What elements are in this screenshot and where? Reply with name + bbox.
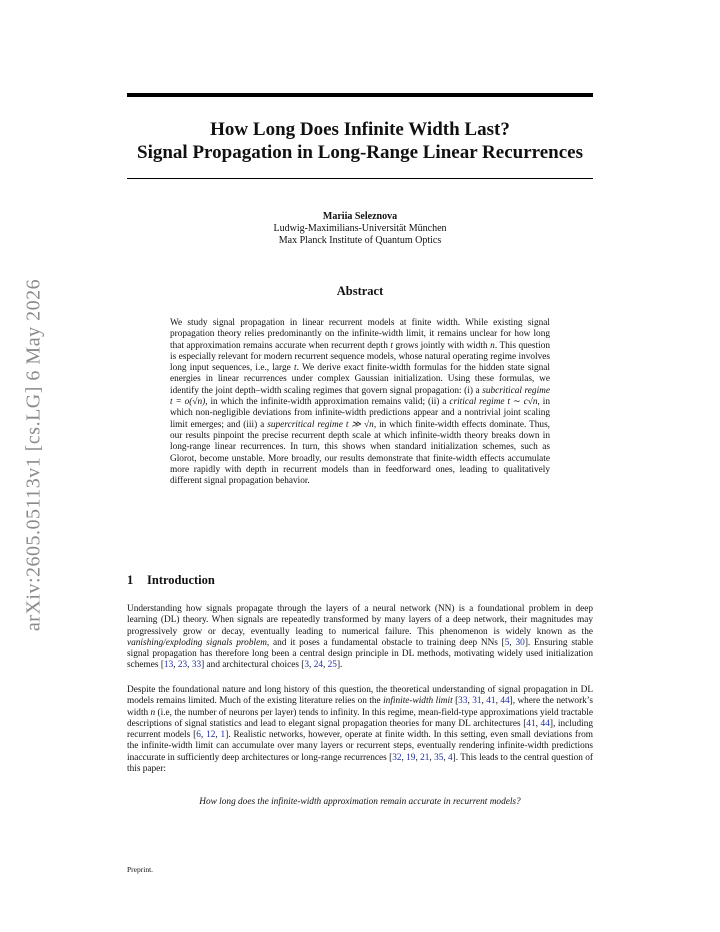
citation-separator: , [467, 696, 473, 707]
citation-separator: , [200, 730, 207, 741]
citation-link[interactable]: 6 [196, 730, 201, 741]
citation-link[interactable]: 25 [327, 660, 337, 671]
paragraph-text: ]. [336, 660, 343, 671]
citation-link[interactable]: 41 [486, 696, 496, 707]
citation-link[interactable]: 30 [515, 637, 525, 648]
math-expression: t ≫ √n [345, 419, 374, 430]
paragraph-text: ], where the network’s width [127, 696, 594, 718]
math-variable: t [390, 340, 393, 351]
intro-paragraph-2 [127, 685, 593, 775]
citation-link[interactable]: 44 [500, 696, 510, 707]
citation-link[interactable]: 19 [406, 752, 416, 763]
paragraph-text: [ [452, 696, 459, 707]
author-name: Mariia Seleznova [322, 211, 398, 222]
abstract-text-segment: grows jointly with width [392, 340, 491, 351]
central-question: How long does the infinite-width approximation remain accurate in recurrent models? [199, 797, 521, 807]
paragraph-text: Despite the foundational nature and long history of this question, the theoretical understanding of signal propagation in DL models remains limited. Much of the existing literature relies on the [127, 685, 593, 707]
abstract-heading: Abstract [336, 284, 384, 298]
paragraph-text: ] and architectural choices [ [201, 660, 305, 671]
regime-term: subcritical regime [482, 385, 551, 396]
title-line-1: How Long Does Infinite Width Last? [210, 119, 510, 140]
citation-link[interactable]: 13 [163, 660, 174, 671]
arxiv-identifier: arXiv:2605.05113v1 [cs.LG] 6 May 2026 [22, 278, 45, 632]
paragraph-text: ]. Realistic networks, however, operate at finite width. In this setting, even small deviations from the infinite-width limit can accumulate over many layers or recurrent steps, eventually rendering infinite-width predictions inaccurate in sufficiently deep architectures or long-range recurrences [ [127, 730, 593, 763]
abstract-text-segment: We study signal propagation in linear recurrent models at finite width. While existing signal propagation theory relies predominantly on the infinite-width limit, it remains unclear for how long that approximation remains accurate when recurrent depth [170, 318, 550, 351]
citation-separator: , [443, 752, 449, 763]
citation-separator: , [309, 660, 314, 671]
citation-link[interactable]: 1 [220, 730, 226, 741]
citation-link[interactable]: 5 [504, 637, 510, 648]
abstract-text-segment: , in which non-negligible deviations from infinite-width predictions appear and a nontrivial joint scaling limit emerges; and (iii) a [170, 397, 550, 430]
paper-title [110, 118, 610, 164]
citation-link[interactable]: 33 [458, 696, 468, 707]
citation-link[interactable]: 21 [420, 752, 430, 763]
paragraph-text: ], including recurrent models [ [127, 718, 593, 741]
citation-separator: , [509, 637, 516, 648]
citation-separator: , [495, 696, 501, 707]
abstract-text-segment: . This question is especially relevant for modern recurrent sequence models, whose natural operating regime involves long input sequences, i.e., large [170, 340, 550, 374]
math-variable: n [490, 340, 495, 351]
section-title: Introduction [147, 573, 215, 587]
citation-link[interactable]: 23 [177, 660, 188, 671]
citation-link[interactable]: 4 [448, 752, 453, 763]
emphasis-term: vanishing/exploding signals problem [127, 637, 267, 648]
citation-separator: , [401, 752, 407, 763]
citation-separator: , [322, 660, 328, 671]
paragraph-text: ]. Ensuring stable signal propagation has therefore long been a central design principle in DL methods, motivating widely used initialization schemes [ [127, 637, 594, 671]
citation-separator: , [215, 730, 221, 741]
citation-link[interactable]: 32 [392, 752, 402, 763]
title-line-2: Signal Propagation in Long-Range Linear Recurrences [137, 142, 583, 163]
citation-separator: , [173, 660, 178, 671]
author-affiliation-1: Ludwig-Maximilians-Universität München [273, 223, 447, 234]
paragraph-text: (i.e, the number of neurons per layer) tends to infinity. In this regime, mean-field-type approximations yield tractable descriptions of signal statistics and lead to elegant signal propagation theories for many DL architectures [ [127, 707, 593, 729]
math-variable: n [150, 707, 156, 718]
abstract-text-segment: , in which the infinite-width approximation remains valid; (ii) a [205, 397, 450, 408]
citation-separator: , [415, 752, 421, 763]
citation-separator: , [481, 696, 487, 707]
citation-separator: , [429, 752, 435, 763]
paragraph-text: ]. This leads to the central question of this paper: [127, 752, 593, 775]
citation-link[interactable]: 44 [540, 718, 550, 729]
math-expression: t = o(√n) [170, 397, 206, 408]
regime-term: supercritical regime [267, 419, 343, 430]
author-affiliation-2: Max Planck Institute of Quantum Optics [278, 235, 442, 246]
author-block [150, 211, 570, 247]
title-bottom-rule [127, 178, 593, 179]
emphasis-term: infinite-width limit [383, 696, 453, 707]
citation-link[interactable]: 12 [206, 730, 216, 741]
section-heading [127, 573, 215, 588]
citation-link[interactable]: 3 [304, 660, 310, 671]
math-expression: t ∼ c√n [507, 397, 538, 408]
citation-link[interactable]: 41 [526, 718, 536, 729]
paragraph-text: , and it poses a fundamental obstacle to training deep NNs [ [266, 637, 505, 648]
section-number: 1 [127, 573, 134, 587]
citation-separator: , [187, 660, 192, 671]
citation-link[interactable]: 24 [313, 660, 323, 671]
citation-link[interactable]: 35 [434, 752, 444, 763]
abstract-text-segment: . We derive exact finite-width formulas for the hidden state signal energies in linear recurrences under complex Gaussian initialization. Using these formulas, we identify the joint depth–width scaling regimes that govern signal propagation: (i) a [170, 363, 550, 396]
regime-term: critical regime [449, 397, 505, 408]
abstract-text [170, 318, 550, 487]
citation-link[interactable]: 33 [191, 660, 202, 671]
title-top-rule [127, 93, 593, 97]
citation-separator: , [535, 718, 541, 729]
paragraph-text: Understanding how signals propagate through the layers of a neural network (NN) is a foundational problem in deep learning (DL) theory. When signals are repeatedly transformed by many layers of a deep network, their magnitudes may progressively grow or decay, eventually leading to numerical failure. This phenomenon is widely known as the [127, 604, 593, 637]
footer-preprint: Preprint. [127, 865, 154, 874]
abstract-text-segment: , in which finite-width effects dominate. Thus, our results pinpoint the precise recurrent depth scale at which infinite-width theory breaks down in long-range linear recurrences. In turn, this shows when standard initialization schemes, such as Glorot, become unstable. More broadly, our results demonstrate that finite-width effects accumulate more rapidly with depth in recurrent models than in feedforward ones, leading to qualitatively different signal propagation behavior. [170, 419, 551, 487]
intro-paragraph-1 [127, 604, 593, 672]
citation-link[interactable]: 31 [472, 696, 482, 707]
math-variable: t [294, 363, 297, 374]
